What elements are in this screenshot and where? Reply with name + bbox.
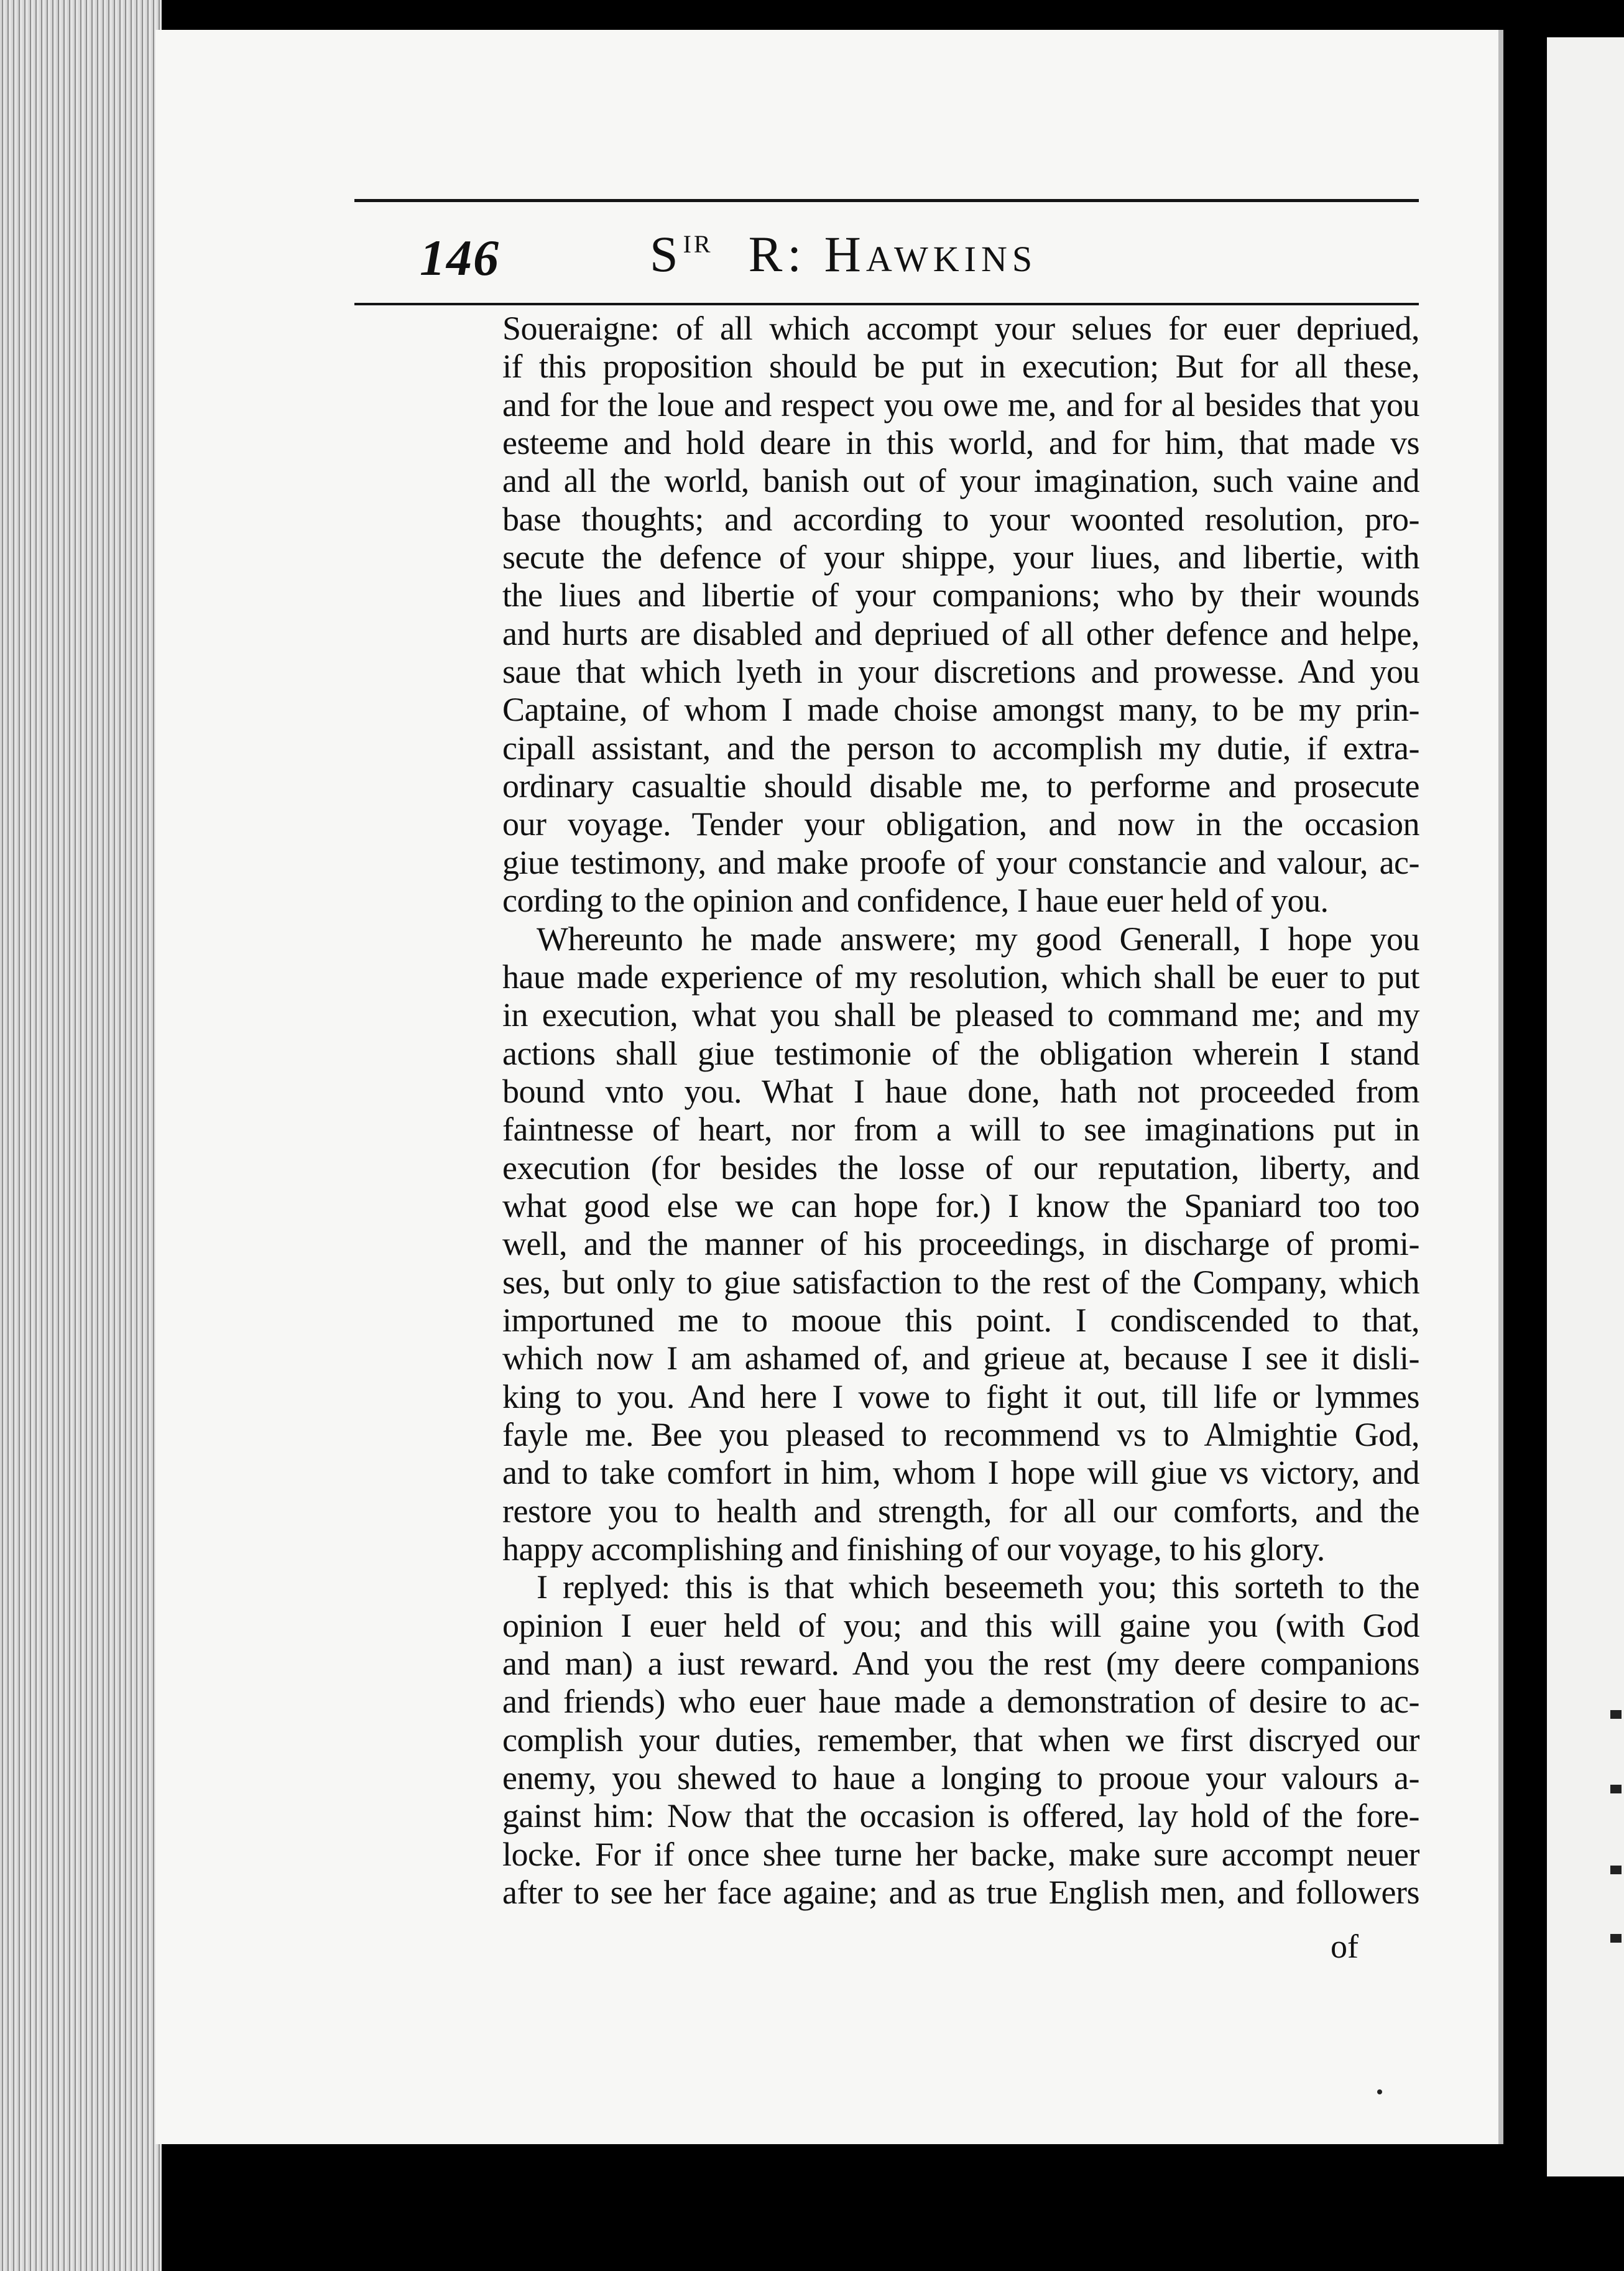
body-text [502, 310, 1419, 1912]
text-line: gainst him: Now that the occasion is offered, lay hold of the fore- [502, 1797, 1419, 1835]
text-line: execution (for besides the losse of our reputation, liberty, and [502, 1149, 1419, 1186]
text-line: Soueraigne: of all which accompt your selues for euer depriued, [502, 310, 1419, 347]
text-line: importuned me to mooue this point. I condiscended to that, [502, 1301, 1419, 1339]
text-line: in execution, what you shall be pleased to command me; and my [502, 996, 1419, 1034]
header-rule-bottom [354, 303, 1419, 305]
ink-speck [1377, 2089, 1382, 2094]
text-line: and friends) who euer haue made a demonstration of desire to ac- [502, 1683, 1419, 1721]
text-line: which now I am ashamed of, and grieue at, because I see it disli- [502, 1339, 1419, 1377]
text-line: our voyage. Tender your obligation, and now in the occasion [502, 805, 1419, 843]
running-head [650, 225, 1037, 284]
text-line: saue that which lyeth in your discretions and prowesse. And you [502, 653, 1419, 691]
text-line: and all the world, banish out of your imagination, such vaine and [502, 462, 1419, 500]
page-header [358, 211, 1418, 298]
text-line: the liues and libertie of your companions; who by their wounds [502, 576, 1419, 614]
text-line: if this proposition should be put in execution; But for all these, [502, 348, 1419, 386]
facing-page-mark [1610, 1934, 1622, 1943]
facing-page-mark [1610, 1866, 1622, 1874]
text-line: Whereunto he made answere; my good Generall, I hope you [537, 920, 1419, 958]
page-edge [1498, 30, 1503, 2144]
text-line: bound vnto you. What I haue done, hath not proceeded from [502, 1072, 1419, 1110]
text-line: enemy, you shewed to haue a longing to prooue your valours a- [502, 1759, 1419, 1797]
text-line: ses, but only to giue satisfaction to the rest of the Company, which [502, 1263, 1419, 1301]
text-line: cipall assistant, and the person to accomplish my dutie, if extra- [502, 729, 1419, 767]
text-line: ordinary casualtie should disable me, to performe and prosecute [502, 767, 1419, 805]
text-line: esteeme and hold deare in this world, and for him, that made vs [502, 424, 1419, 462]
text-line: and to take comfort in him, whom I hope will giue vs victory, and [502, 1454, 1419, 1492]
text-line: actions shall giue testimonie of the obligation wherein I stand [502, 1034, 1419, 1072]
running-head-name: AWKINS [865, 239, 1038, 279]
text-line: base thoughts; and according to your woonted resolution, pro- [502, 500, 1419, 538]
text-line: giue testimony, and make proofe of your constancie and valour, ac- [502, 843, 1419, 881]
text-line: and hurts are disabled and depriued of all other defence and helpe, [502, 614, 1419, 652]
text-line: Captaine, of whom I made choise amongst many, to be my prin- [502, 691, 1419, 729]
text-line: complish your duties, remember, that when we first discryed our [502, 1721, 1419, 1759]
text-line: fayle me. Bee you pleased to recommend vs to Almightie God, [502, 1415, 1419, 1453]
text-line: I replyed: this is that which beseemeth you; this sorteth to the [537, 1568, 1419, 1606]
catchword: of [1331, 1928, 1359, 1965]
header-rule-top [354, 199, 1419, 202]
facing-page-mark [1610, 1710, 1622, 1719]
text-line: after to see her face againe; and as true English men, and followers [502, 1874, 1419, 1912]
text-line: opinion I euer held of you; and this will gaine you (with God [502, 1606, 1419, 1644]
text-line: locke. For if once shee turne her backe, make sure accompt neuer [502, 1835, 1419, 1873]
scan-gutter [0, 0, 162, 2271]
running-head-title: IR [683, 230, 713, 258]
text-line: what good else we can hope for.) I know the Spaniard too too [502, 1186, 1419, 1224]
text-line: cording to the opinion and confidence, I haue euer held of you. [502, 882, 1329, 920]
text-line: restore you to health and strength, for all our comforts, and the [502, 1492, 1419, 1530]
facing-page-edge [1547, 37, 1624, 2176]
text-line: well, and the manner of his proceedings, in discharge of promi- [502, 1225, 1419, 1263]
facing-page-mark [1610, 1785, 1622, 1793]
running-head-name-initial: R: H [748, 226, 866, 282]
text-line: haue made experience of my resolution, which shall be euer to put [502, 958, 1419, 996]
page-number: 146 [420, 229, 500, 286]
running-head-initial: S [650, 226, 683, 282]
text-line: happy accomplishing and finishing of our voyage, to his glory. [502, 1530, 1325, 1568]
text-line: and for the loue and respect you owe me, and for al besides that you [502, 386, 1419, 423]
text-line: faintnesse of heart, nor from a will to see imaginations put in [502, 1111, 1419, 1149]
text-line: king to you. And here I vowe to fight it out, till life or lymmes [502, 1377, 1419, 1415]
text-line: and man) a iust reward. And you the rest (my deere companions [502, 1645, 1419, 1683]
text-line: secute the defence of your shippe, your liues, and libertie, with [502, 539, 1419, 576]
